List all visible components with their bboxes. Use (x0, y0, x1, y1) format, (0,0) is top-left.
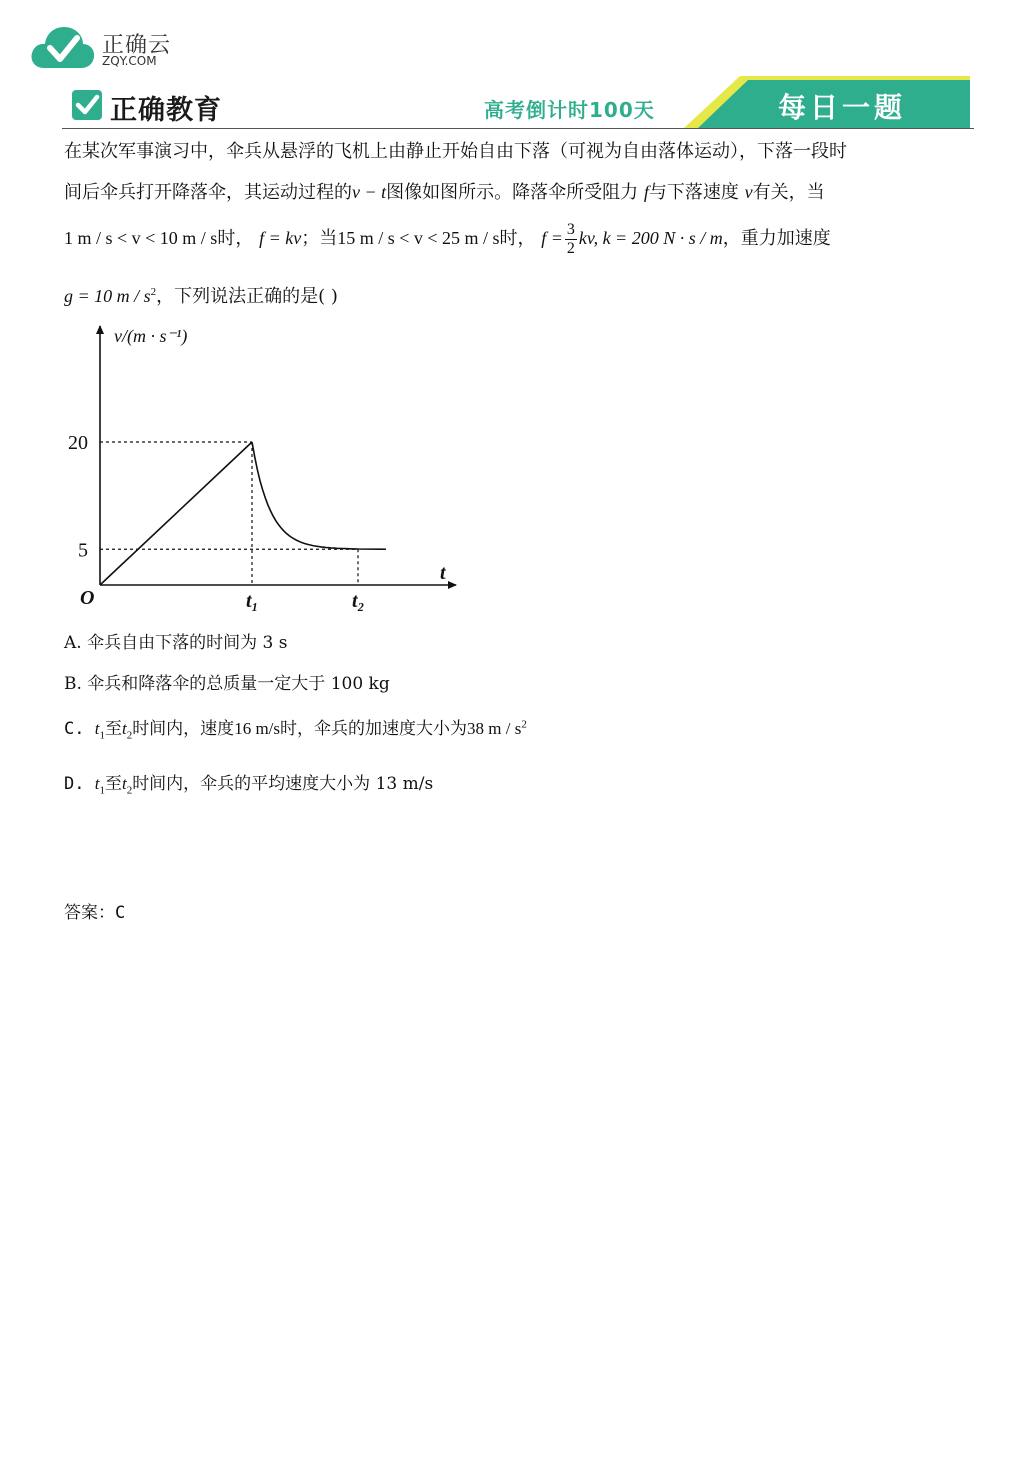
brand-name: 正确教育 (110, 95, 222, 126)
question-line-2: 间后伞兵打开降落伞，其运动过程的v − t图像如图所示。降落伞所受阻力 f与下落速度 v有关，当 (64, 182, 825, 203)
x-tick-t2: t₂ (352, 590, 365, 612)
question-line-4: g = 10 m / $s^2$，下列说法正确的是( ) (64, 286, 338, 307)
answer-text: 答案：C (64, 903, 126, 923)
y-axis-label: v/(m · s⁻¹) (114, 326, 188, 346)
option-d[interactable]: D. $t_1$至$t_2$时间内，伞兵的平均速度大小为 13 m/s (64, 774, 434, 797)
fraction-three-halves: $\frac{3}{2}$ (566, 220, 575, 257)
logo-name-cn: 正确云 (102, 33, 172, 58)
y-tick-20: 20 (68, 432, 88, 454)
question-line-3: 1 m / s < v < 10 m / s时， f = kv；当15 m / s < v < 25 m / s时， f = $\frac{3}{2}$ kv, k = 200 N · s / m，重力加速度 (64, 220, 831, 257)
option-c[interactable]: C. $t_1$至$t_2$时间内，速度16 m/s时，伞兵的加速度大小为38 m / $s^2$ (64, 718, 527, 742)
vt-graph (62, 316, 472, 618)
x-tick-t1: t₁ (246, 590, 259, 612)
checkbox-icon (70, 88, 104, 122)
y-tick-5: 5 (78, 539, 88, 562)
header-divider (62, 128, 974, 129)
series-free-fall-line (100, 442, 252, 585)
option-a[interactable]: A. 伞兵自由下落的时间为 3 s (64, 633, 288, 653)
x-axis-label: t (440, 562, 446, 584)
series-parachute-curve (252, 442, 386, 549)
logo-name-en: ZQY.COM (102, 54, 157, 68)
origin-label: O (80, 587, 95, 609)
check-cloud-icon (30, 22, 96, 72)
question-line-1: 在某次军事演习中，伞兵从悬浮的飞机上由静止开始自由下落（可视为自由落体运动），下落一段时 (64, 141, 847, 162)
countdown-text: 高考倒计时100天 (484, 98, 655, 122)
banner-title: 每日一题 (778, 91, 907, 124)
option-b[interactable]: B. 伞兵和降落伞的总质量一定大于 100 kg (64, 674, 390, 694)
